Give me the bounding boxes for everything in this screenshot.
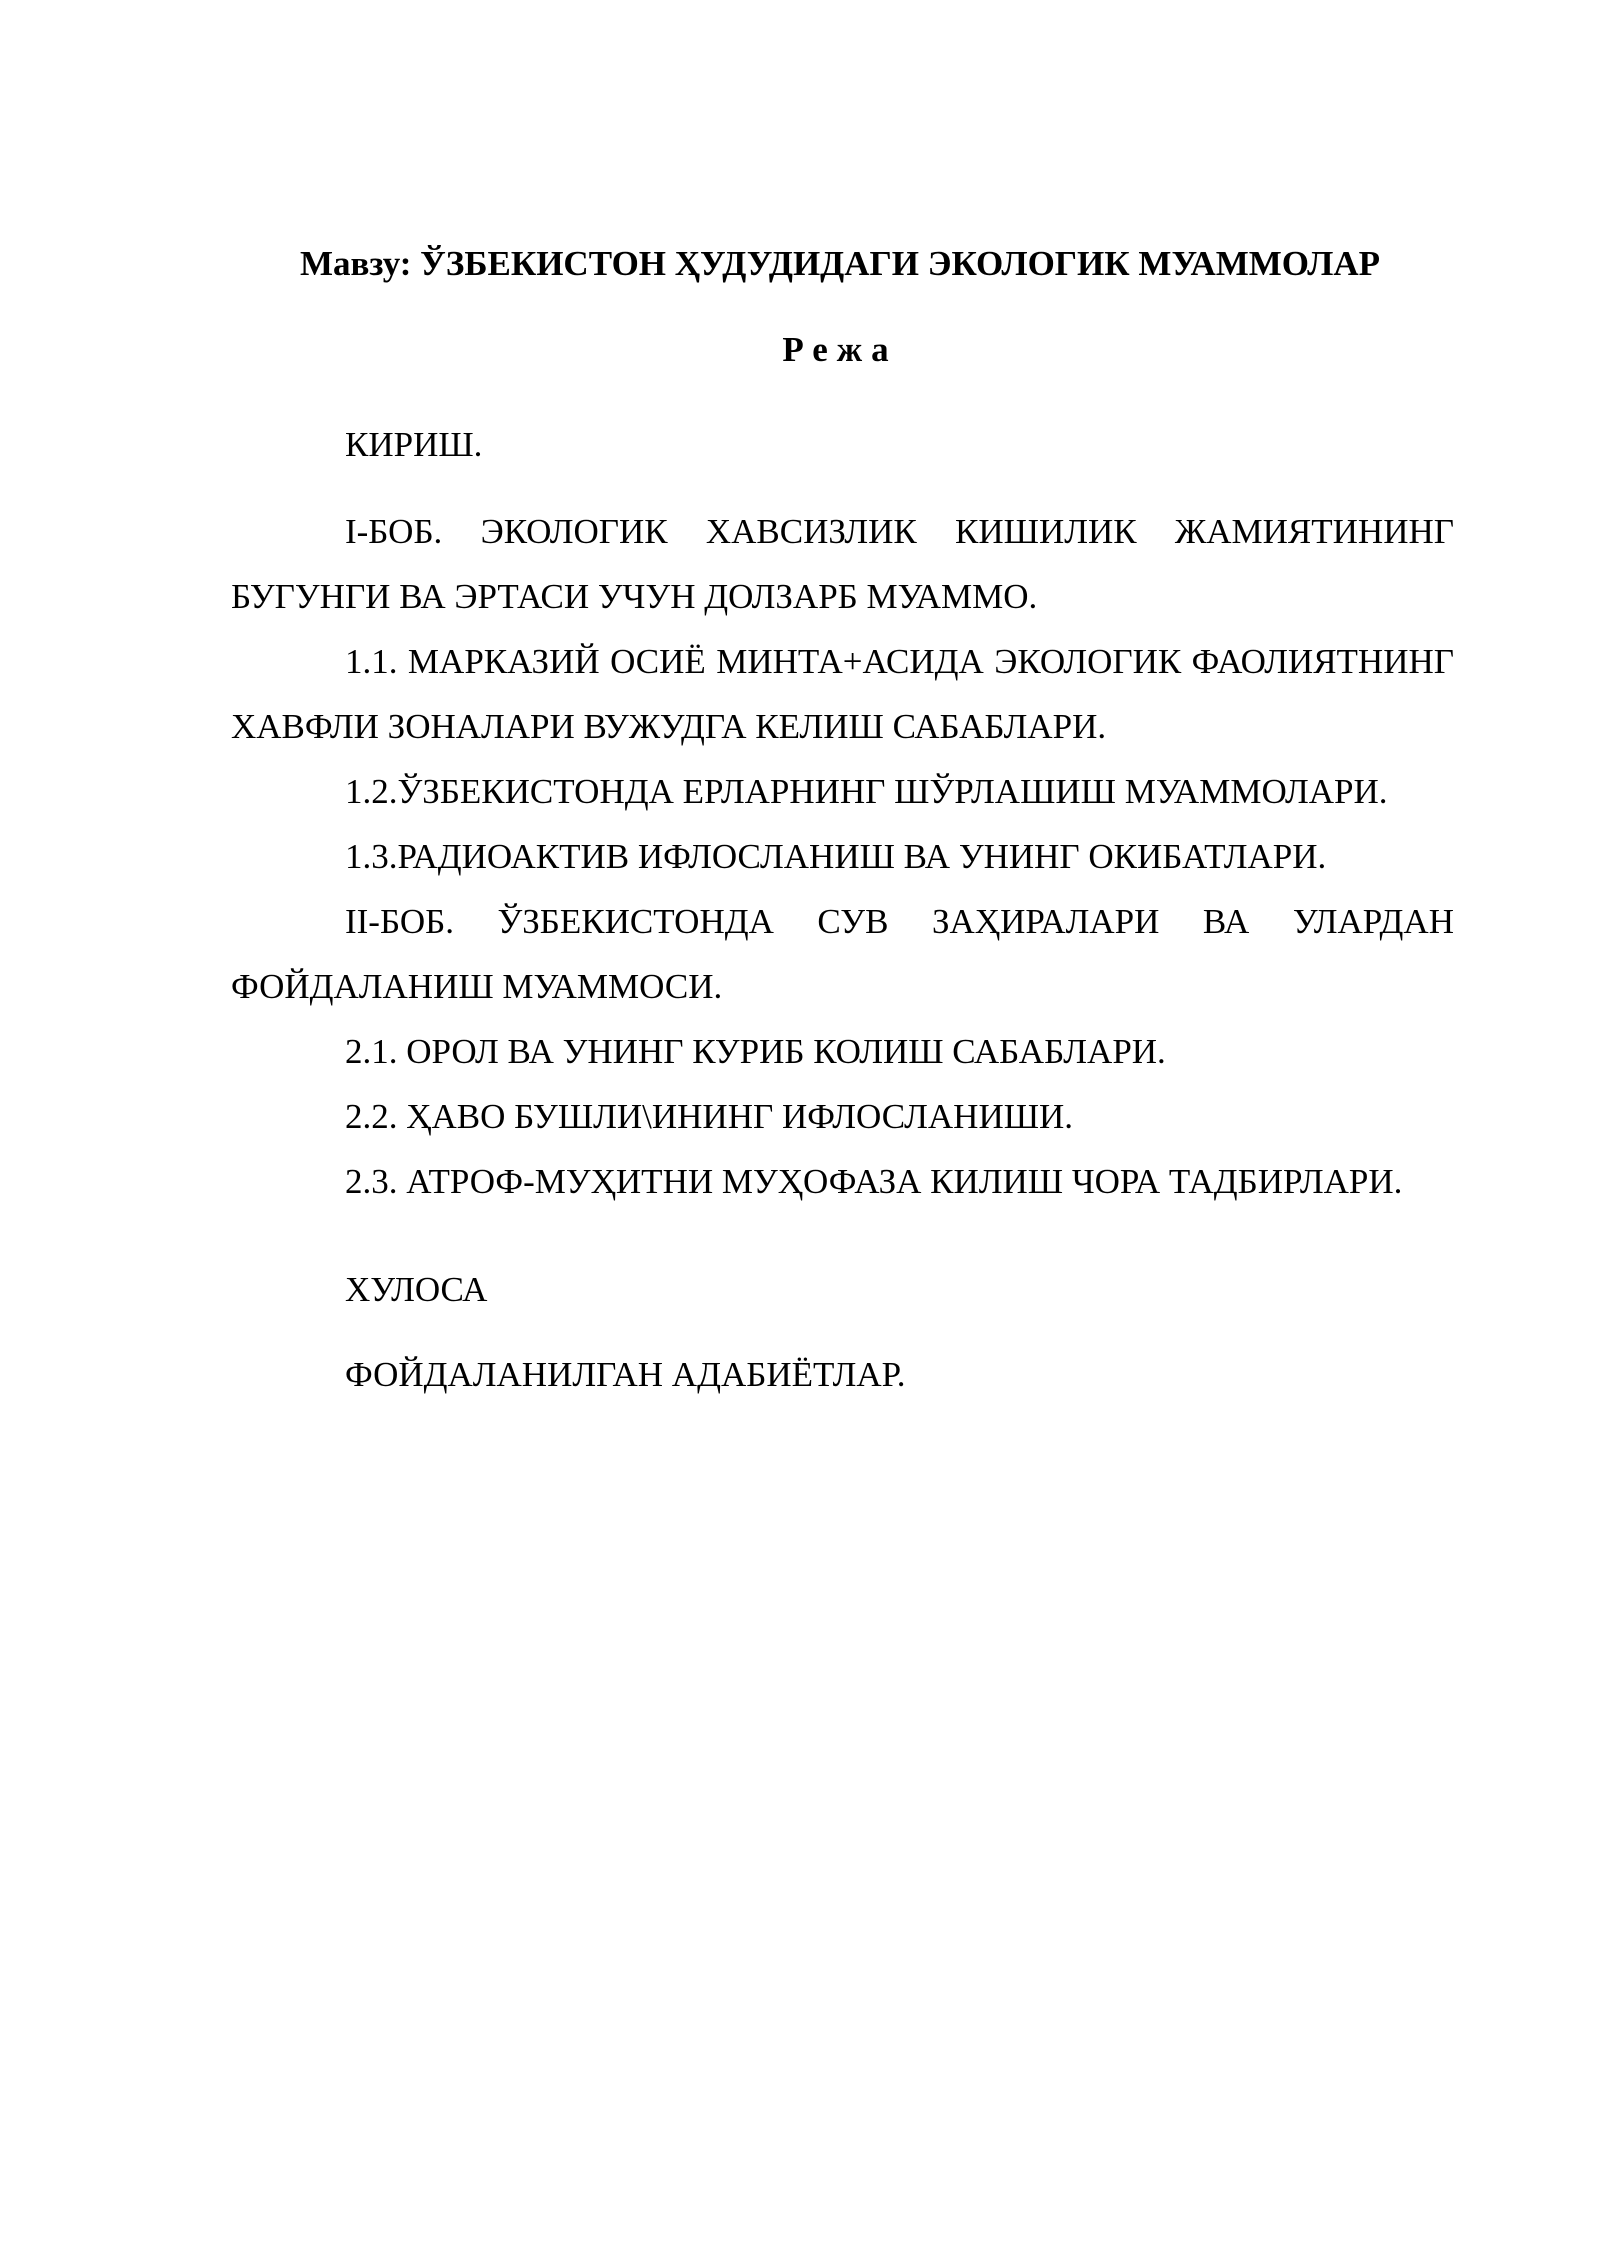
toc-entry-references: ФОЙДАЛАНИЛГАН АДАБИЁТЛАР. xyxy=(345,1355,906,1394)
document-title: Мавзу: ЎЗБЕКИСТОН ҲУДУДИДАГИ ЭКОЛОГИК МУАММОЛАР xyxy=(299,244,1381,283)
toc-entry-chapter-1: I-БОБ. ЭКОЛОГИК ХАВСИЗЛИК КИШИЛИК ЖАМИЯТИНИНГ БУГУНГИ ВА ЭРТАСИ УЧУН ДОЛЗАРБ МУАММО. xyxy=(231,512,1454,616)
toc-entry-chapter-2: II-БОБ. ЎЗБЕКИСТОНДА СУВ ЗАҲИРАЛАРИ ВА УЛАРДАН ФОЙДАЛАНИШ МУАММОСИ. xyxy=(231,902,1454,1006)
toc-entry-section-2-2: 2.2. ҲАВО БУШЛИ\ИНИНГ ИФЛОСЛАНИШИ. xyxy=(345,1097,1074,1136)
toc-entry-section-1-2: 1.2.ЎЗБЕКИСТОНДА ЕРЛАРНИНГ ШЎРЛАШИШ МУАММОЛАРИ. xyxy=(345,772,1388,811)
toc-entry-introduction: КИРИШ. xyxy=(345,425,483,464)
plan-heading: Режа xyxy=(782,330,898,369)
toc-entry-section-1-3: 1.3.РАДИОАКТИВ ИФЛОСЛАНИШ ВА УНИНГ ОКИБАТЛАРИ. xyxy=(345,837,1327,876)
toc-entry-section-2-1: 2.1. ОРОЛ ВА УНИНГ КУРИБ КОЛИШ САБАБЛАРИ. xyxy=(345,1032,1166,1071)
toc-entry-conclusion: ХУЛОСА xyxy=(345,1270,488,1309)
toc-entry-section-1-1: 1.1. МАРКАЗИЙ ОСИЁ МИНТА+АСИДА ЭКОЛОГИК ФАОЛИЯТНИНГ ХАВФЛИ ЗОНАЛАРИ ВУЖУДГА КЕЛИШ САБАБЛАРИ. xyxy=(231,642,1454,746)
table-of-contents xyxy=(231,412,1454,1407)
toc-entry-section-2-3: 2.3. АТРОФ-МУҲИТНИ МУҲОФАЗА КИЛИШ ЧОРА ТАДБИРЛАРИ. xyxy=(345,1162,1403,1201)
